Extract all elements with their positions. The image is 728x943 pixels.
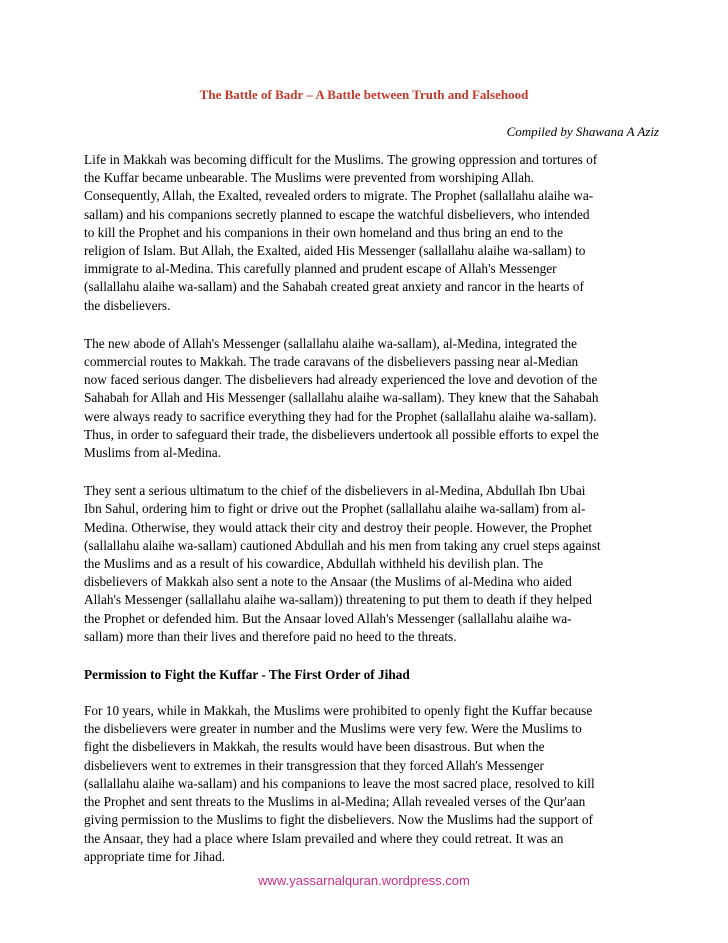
text-line: (sallallahu alaihe wa-sallam) cautioned Abdullah and his men from taking any cruel steps against [84, 537, 601, 553]
text-line: Consequently, Allah, the Exalted, revealed orders to migrate. The Prophet (sallallahu alaihe wa- [84, 188, 594, 204]
section-heading: Permission to Fight the Kuffar - The First Order of Jihad [84, 667, 410, 683]
author-byline: Compiled by Shawana A Aziz [506, 124, 659, 139]
text-line: Thus, in order to safeguard their trade, the disbelievers undertook all possible efforts to expel the [84, 426, 599, 442]
text-line: the Prophet or defended him. But the Ansaar loved Allah's Messenger (sallallahu alaihe wa- [84, 610, 572, 626]
footer-website-link[interactable]: www.yassarnalquran.wordpress.com [258, 873, 470, 888]
text-line: (sallallahu alaihe wa-sallam) and his companions to leave the most sacred place, resolved to kill [84, 775, 595, 791]
text-line: sallam) more than their lives and therefore paid no heed to the threats. [84, 628, 457, 644]
text-line: Sahabah for Allah and His Messenger (sallallahu alaihe wa-sallam). They knew that the Sahabah [84, 390, 599, 406]
paragraph-2 [84, 335, 664, 462]
document-title: The Battle of Badr – A Battle between Truth and Falsehood [199, 87, 529, 102]
text-line: commercial routes to Makkah. The trade caravans of the disbelievers passing near al-Median [84, 354, 579, 370]
text-line: were always ready to sacrifice everything they had for the Prophet (sallallahu alaihe wa-sallam). [84, 408, 597, 424]
text-line: Allah's Messenger (sallallahu alaihe wa-sallam)) threatening to put them to death if they helped [84, 592, 592, 608]
paragraph-3 [84, 482, 664, 646]
text-line: appropriate time for Jihad. [84, 848, 226, 864]
text-line: religion of Islam. But Allah, the Exalted, aided His Messenger (sallallahu alaihe wa-sallam) to [84, 243, 586, 259]
text-line: the disbelievers were greater in number and the Muslims were very few. Were the Muslims to [84, 721, 582, 737]
text-line: now faced serious danger. The disbelievers had already experienced the love and devotion of the [84, 372, 598, 388]
paragraph-1 [84, 151, 664, 315]
document-body [84, 151, 664, 886]
text-line: The new abode of Allah's Messenger (sallallahu alaihe wa-sallam), al-Medina, integrated the [84, 335, 578, 351]
text-line: fight the disbelievers in Makkah, the results would have been disastrous. But when the [84, 739, 545, 755]
text-line: Muslims from al-Medina. [84, 445, 222, 461]
text-line: the Ansaar, they had a place where Islam prevailed and where they could retreat. It was an [84, 830, 564, 846]
text-line: disbelievers of Makkah also sent a note to the Ansaar (the Muslims of al-Medina who aided [84, 574, 572, 590]
text-line: giving permission to the Muslims to fight the disbelievers. Now the Muslims had the support of [84, 812, 593, 828]
text-line: immigrate to al-Medina. This carefully planned and prudent escape of Allah's Messenger [84, 261, 557, 277]
text-line: sallam) and his companions secretly planned to escape the watchful disbelievers, who intended [84, 206, 590, 222]
text-line: the disbelievers. [84, 297, 171, 313]
text-line: the Kuffar became unbearable. The Muslims were prevented from worshiping Allah. [84, 170, 534, 186]
text-line: disbelievers went to extremes in their transgression that they forced Allah's Messenger [84, 757, 544, 773]
text-line: Life in Makkah was becoming difficult for the Muslims. The growing oppression and tortures of [84, 152, 598, 167]
text-line: They sent a serious ultimatum to the chief of the disbelievers in al-Medina, Abdullah Ibn Ubai [84, 483, 586, 499]
paragraph-4 [84, 702, 664, 866]
text-line: Medina. Otherwise, they would attack their city and destroy their people. However, the Prophet [84, 519, 592, 535]
text-line: For 10 years, while in Makkah, the Muslims were prohibited to openly fight the Kuffar because [84, 703, 593, 719]
text-line: to kill the Prophet and his companions in their own homeland and thus bring an end to the [84, 224, 563, 240]
text-line: the Muslims and as a result of his cowardice, Abdullah withheld his devilish plan. The [84, 556, 544, 572]
text-line: Ibn Sahul, ordering him to fight or drive out the Prophet (sallallahu alaihe wa-sallam) from al- [84, 501, 586, 517]
text-line: the Prophet and sent threats to the Muslims in al-Medina; Allah revealed verses of the Qur'aan [84, 794, 586, 810]
text-line: (sallallahu alaihe wa-sallam) and the Sahabah created great anxiety and rancor in the hearts of [84, 279, 584, 295]
